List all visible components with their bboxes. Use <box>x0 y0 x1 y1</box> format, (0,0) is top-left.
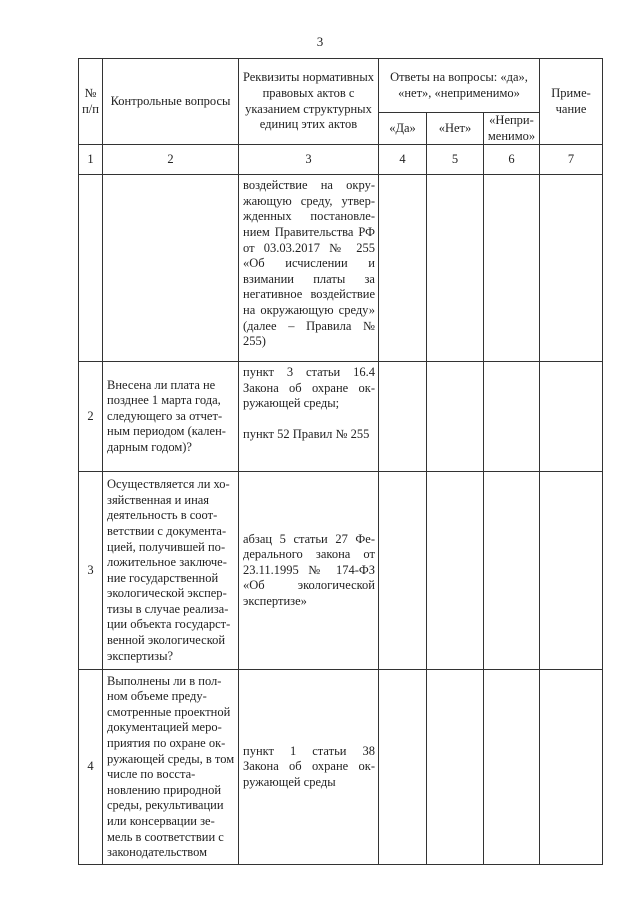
answer-yes-cell <box>379 472 427 670</box>
column-number: 5 <box>427 145 484 175</box>
column-number: 6 <box>484 145 540 175</box>
control-question: Осуществляется ли хозяйственная и иная деятельность в соответствии с документацией, получившей положительное заключение государственной экологической экспертизы в случае реализации объекта государственной экологической экспертизы? <box>103 472 239 670</box>
header-note: Примечание <box>540 59 603 145</box>
header-na: «Неприменимо» <box>484 113 540 145</box>
legal-reference: воздействие на окружающую среду, утвержденных постановлением Правительства РФ от 03.03.2017 № 255 «Об исчислении и взимании платы за негативное воздействие на окружающую среду» (далее – Правила № 255) <box>239 175 379 362</box>
header-answers: Ответы на вопросы: «да», «нет», «неприменимо» <box>379 59 540 113</box>
control-question: Внесена ли плата не позднее 1 марта года, следующего за отчетным периодом (календарным годом)? <box>103 362 239 472</box>
answer-yes-cell <box>379 175 427 362</box>
control-question: Выполнены ли в полном объеме предусмотренные проектной документацией мероприятия по охране окружающей среды, в том числе по восстановлению природной среды, рекультивации или консервации земель в соответствии с законодательством <box>103 670 239 865</box>
legal-reference: пункт 3 статьи 16.4 Закона об охране окружающей среды; пункт 52 Правил № 255 <box>239 362 379 472</box>
legal-reference: абзац 5 статьи 27 Федерального закона от 23.11.1995 № 174-ФЗ «Об экологической экспертизе» <box>239 472 379 670</box>
row-number <box>79 175 103 362</box>
row-number: 3 <box>79 472 103 670</box>
answer-no-cell <box>427 175 484 362</box>
column-number: 4 <box>379 145 427 175</box>
control-question <box>103 175 239 362</box>
header-questions: Контрольные вопросы <box>103 59 239 145</box>
row-number: 2 <box>79 362 103 472</box>
header-requisites: Реквизиты нормативных правовых актов с указанием структурных единиц этих актов <box>239 59 379 145</box>
answer-na-cell <box>484 175 540 362</box>
table-row <box>79 362 603 472</box>
answer-na-cell <box>484 362 540 472</box>
answer-no-cell <box>427 670 484 865</box>
header-yes: «Да» <box>379 113 427 145</box>
row-number: 4 <box>79 670 103 865</box>
answer-yes-cell <box>379 362 427 472</box>
answer-na-cell <box>484 670 540 865</box>
column-number: 1 <box>79 145 103 175</box>
note-cell <box>540 472 603 670</box>
checklist-table <box>78 58 603 865</box>
answer-na-cell <box>484 472 540 670</box>
note-cell <box>540 362 603 472</box>
column-number: 2 <box>103 145 239 175</box>
column-number: 3 <box>239 145 379 175</box>
answer-yes-cell <box>379 670 427 865</box>
answer-no-cell <box>427 362 484 472</box>
table-row <box>79 472 603 670</box>
answer-no-cell <box>427 472 484 670</box>
note-cell <box>540 670 603 865</box>
table-row <box>79 175 603 362</box>
column-number: 7 <box>540 145 603 175</box>
legal-reference: пункт 1 статьи 38 Закона об охране окружающей среды <box>239 670 379 865</box>
page-number: 3 <box>316 34 324 49</box>
table-row <box>79 670 603 865</box>
header-num: № п/п <box>79 59 103 145</box>
note-cell <box>540 175 603 362</box>
header-no: «Нет» <box>427 113 484 145</box>
